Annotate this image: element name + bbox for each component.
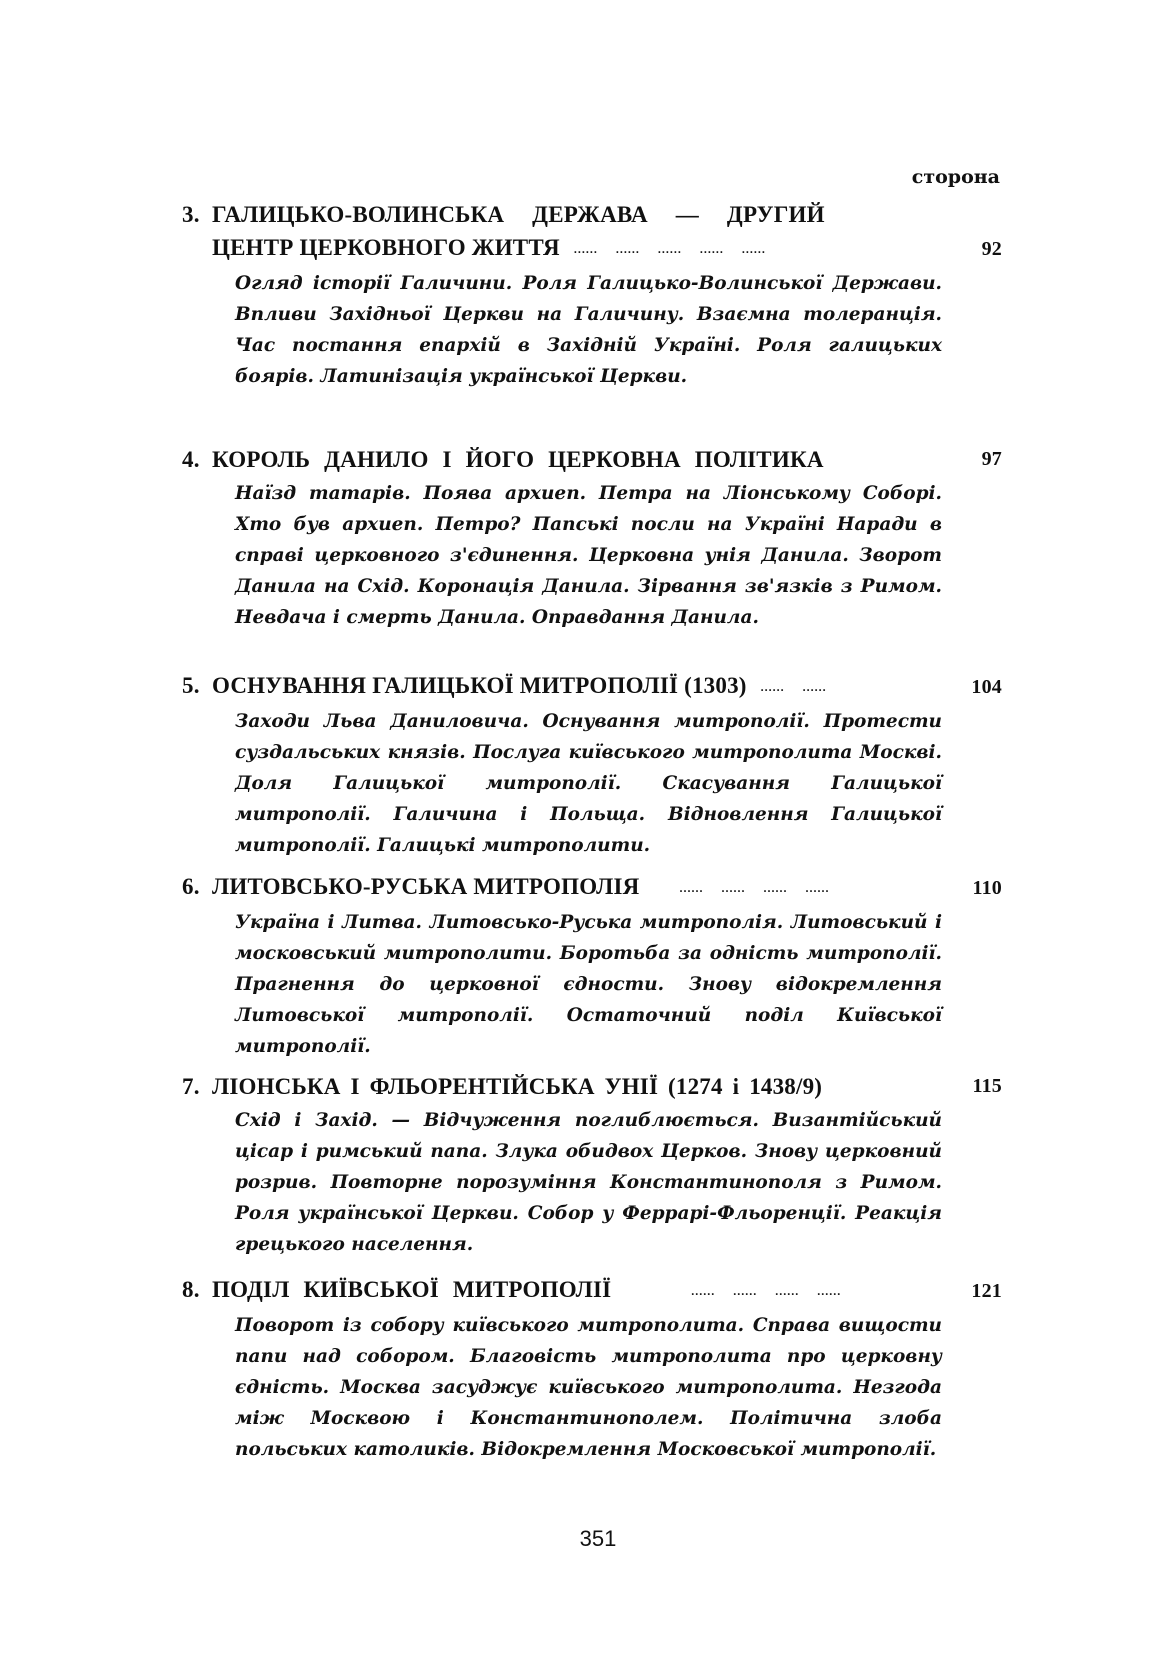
toc-entry (182, 443, 1002, 633)
toc-entry-heading (182, 198, 1002, 266)
entry-title: КОРОЛЬ ДАНИЛО І ЙОГО ЦЕРКОВНА ПОЛІТИКА (212, 447, 824, 472)
entry-page-number: 121 (971, 1280, 1002, 1302)
toc-entry-heading (182, 1273, 1002, 1308)
toc-entry (182, 198, 1002, 392)
entry-page-number: 104 (971, 676, 1002, 698)
entry-description: Поворот із собору київського митрополита. Справа вищости папи над собором. Благовість митрополита про церковну єдність. Москва засуджує київського митрополита. Незгода між Москвою і Константинополем. Політична злоба польських католиків. Відокремлення Московської митрополії. (235, 1315, 942, 1460)
toc-entry-heading (182, 870, 1002, 905)
entry-description: Схід і Захід. — Відчуження поглиблюється. Византійський цісар і римський папа. Злука обидвох Церков. Знову церковний розрив. Повторне порозуміння Константинополя з Римом. Роля української Церкви. Собор у Феррарі-Фльоренції. Реакція грецького населення. (235, 1110, 942, 1255)
dot-leader: ...... ...... ...... ...... (691, 1284, 842, 1298)
entry-page-number: 115 (972, 1075, 1002, 1097)
entry-title: ЛІОНСЬКА І ФЛЬОРЕНТІЙСЬКА УНІЇ (1274 і 1438/9) (212, 1074, 823, 1099)
toc-entry (182, 870, 1002, 1062)
entry-title: ГАЛИЦЬКО-ВОЛИНСЬКА ДЕРЖАВА — ДРУГИЙ (212, 202, 825, 227)
toc-entry (182, 1273, 1002, 1465)
toc-entry (182, 1070, 1002, 1260)
entry-description: Огляд історії Галичини. Роля Галицько-Волинської Держави. Впливи Західньої Церкви на Галичину. Взаємна толеранція. Час постання епархій в Західній Україні. Роля галицьких боярів. Латинізація української Церкви. (235, 273, 942, 387)
entry-title: ПОДІЛ КИЇВСЬКОЇ МИТРОПОЛІЇ (212, 1277, 612, 1302)
entry-page-number: 92 (981, 238, 1002, 260)
toc-entry-heading (182, 443, 1002, 476)
entry-number: 4. (182, 447, 200, 472)
entry-number: 8. (182, 1277, 200, 1302)
entry-title-continued: ЦЕНТР ЦЕРКОВНОГО ЖИТТЯ ...... ...... ...... ...... ...... (212, 235, 766, 260)
entry-number: 5. (182, 673, 200, 698)
entry-description: Наїзд татарів. Поява архиеп. Петра на Ліонському Соборі. Хто був архиеп. Петро? Папські посли на Україні Наради в справі церковного з'єдинення. Церковна унія Данила. Зворот Данила на Схід. Коронація Данила. Зірвання зв'язків з Римом. Невдача і смерть Данила. Оправдання Данила. (235, 483, 942, 628)
entry-number: 3. (182, 202, 200, 227)
entry-page-number: 97 (981, 448, 1002, 470)
page-number-footer: 351 (579, 1526, 617, 1551)
entry-description: Заходи Льва Даниловича. Оснування митрополії. Протести суздальських князів. Послуга київського митрополита Москві. Доля Галицької митрополії. Скасування Галицької митрополії. Галичина і Польща. Відновлення Галицької митрополії. Галицькі митрополити. (235, 711, 942, 856)
entry-number: 7. (182, 1074, 200, 1099)
entry-title: ОСНУВАННЯ ГАЛИЦЬКОЇ МИТРОПОЛІЇ (1303) (212, 673, 747, 698)
page-column-header: сторона (911, 166, 1000, 188)
dot-leader: ...... ...... (760, 680, 827, 694)
dot-leader: ...... ...... ...... ...... ...... (573, 242, 766, 256)
entry-number: 6. (182, 874, 200, 899)
entry-title: ЛИТОВСЬКО-РУСЬКА МИТРОПОЛІЯ (212, 874, 640, 899)
toc-entry (182, 669, 1002, 861)
toc-entry-heading (182, 669, 1002, 704)
toc-entry-heading (182, 1070, 1002, 1103)
entry-page-number: 110 (972, 877, 1002, 899)
dot-leader: ...... ...... ...... ...... (679, 881, 830, 895)
entry-description: Україна і Литва. Литовсько-Руська митрополія. Литовський і московський митрополити. Боротьба за одність митрополії. Прагнення до церковної єдности. Знову відокремлення Литовської митрополії. Остаточний поділ Київської митрополії. (235, 912, 942, 1057)
